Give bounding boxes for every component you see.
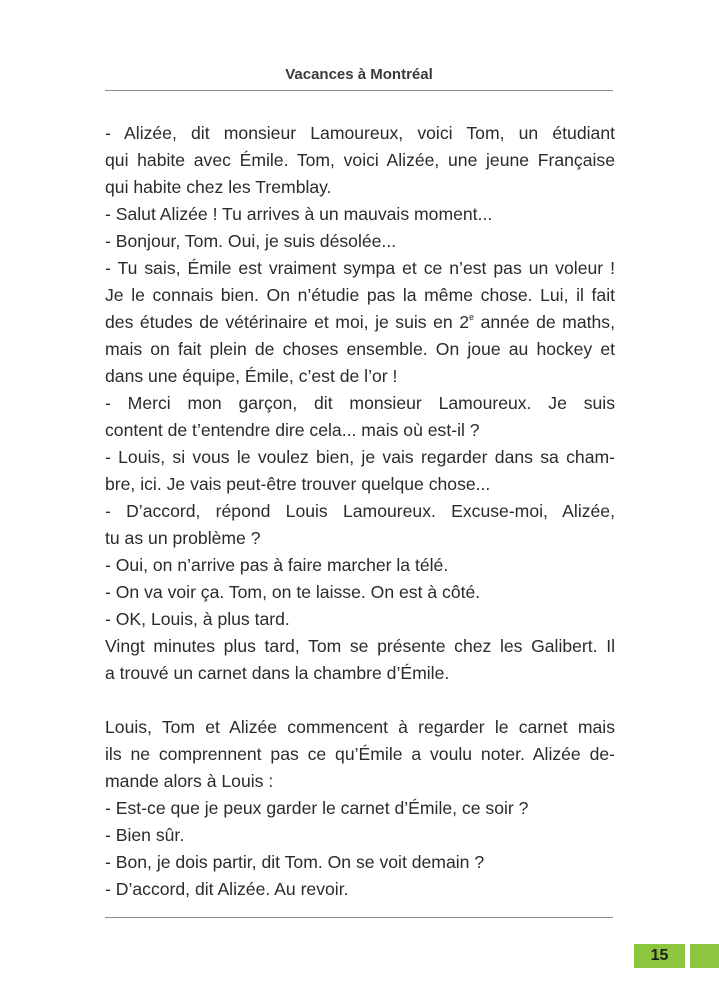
text-line: qui habite avec Émile. Tom, voici Alizée, une jeune Française [105,150,615,170]
text-line: bre, ici. Je vais peut-être trouver quelque chose... [105,474,491,494]
text-line: tu as un problème ? [105,528,261,548]
text-line: ils ne comprennent pas ce qu’Émile a voulu noter. Alizée de- [105,744,615,764]
page-number: 15 [634,944,685,968]
header-rule [105,90,613,91]
text-line [105,309,615,336]
text-line: content de t’entendre dire cela... mais où est-il ? [105,420,480,440]
text-line: - Bien sûr. [105,825,185,845]
text-fragment: des études de vétérinaire et moi, je suis en 2 [105,312,470,332]
text-line: - OK, Louis, à plus tard. [105,609,290,629]
text-line: Je le connais bien. On n’étudie pas la même chose. Lui, il fait [105,285,615,305]
text-line: - Tu sais, Émile est vraiment sympa et ce n’est pas un voleur ! [105,258,615,278]
text-line: mais on fait plein de choses ensemble. On joue au hockey et [105,339,615,359]
paragraph-gap [105,687,615,714]
text-line: - Oui, on n’arrive pas à faire marcher la télé. [105,555,449,575]
text-line: - Alizée, dit monsieur Lamoureux, voici Tom, un étudiant [105,123,615,143]
running-header: Vacances à Montréal [285,66,433,83]
text-line: - Merci mon garçon, dit monsieur Lamoureux. Je suis [105,393,615,413]
text-line: - Est-ce que je peux garder le carnet d’Émile, ce soir ? [105,798,529,818]
text-line: Vingt minutes plus tard, Tom se présente chez les Galibert. Il [105,636,615,656]
text-line: qui habite chez les Tremblay. [105,177,332,197]
story-text [105,120,615,903]
text-line: dans une équipe, Émile, c’est de l’or ! [105,366,398,386]
text-line: - Louis, si vous le voulez bien, je vais regarder dans sa cham- [105,447,615,467]
text-line: - D’accord, répond Louis Lamoureux. Excuse-moi, Alizée, [105,501,615,521]
text-line: a trouvé un carnet dans la chambre d’Émile. [105,663,450,683]
text-line: mande alors à Louis : [105,771,274,791]
text-line: - On va voir ça. Tom, on te laisse. On est à côté. [105,582,481,602]
text-fragment: année de maths, [474,312,615,332]
page-edge-tab [690,944,719,968]
ordinal-superscript: e [469,312,475,322]
text-line: Louis, Tom et Alizée commencent à regarder le carnet mais [105,717,615,737]
text-line: - D’accord, dit Alizée. Au revoir. [105,879,349,899]
text-line: - Bon, je dois partir, dit Tom. On se voit demain ? [105,852,485,872]
footer-rule [105,917,613,918]
text-line: - Bonjour, Tom. Oui, je suis désolée... [105,231,397,251]
text-line: - Salut Alizée ! Tu arrives à un mauvais moment... [105,204,493,224]
